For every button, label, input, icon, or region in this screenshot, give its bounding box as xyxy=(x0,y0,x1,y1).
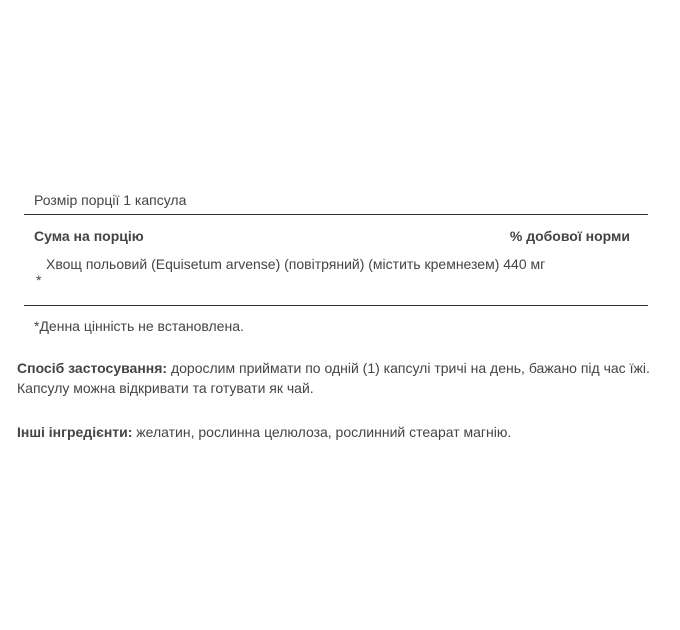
daily-value-header: % добової норми xyxy=(509,228,630,244)
directions-paragraph xyxy=(17,358,657,398)
amount-per-serving-header: Сума на порцію xyxy=(34,228,144,244)
other-ingredients-label: Інші інгредієнти: xyxy=(17,424,133,440)
table-header xyxy=(24,215,648,255)
ingredient-row xyxy=(24,255,648,305)
other-ingredients-paragraph xyxy=(17,422,657,442)
other-ingredients-text: желатин, рослинна целюлоза, рослинний стеарат магнію. xyxy=(132,424,512,440)
bottom-divider xyxy=(24,305,648,306)
directions-label: Спосіб застосування: xyxy=(17,360,168,376)
ingredient-name: Хвощ польовий (Equisetum arvense) (повітряний) (містить кремнезем) 440 мг xyxy=(46,256,546,272)
serving-size: Розмір порції 1 капсула xyxy=(34,192,187,208)
daily-value-footnote: *Денна цінність не встановлена. xyxy=(34,318,244,334)
ingredient-dv-marker: * xyxy=(36,272,42,288)
directions-text: дорослим приймати по одній (1) капсулі тричі на день, бажано під час їжі. Капсулу можна відкривати та готувати як чай. xyxy=(17,360,650,396)
supplement-facts-table xyxy=(24,186,648,335)
